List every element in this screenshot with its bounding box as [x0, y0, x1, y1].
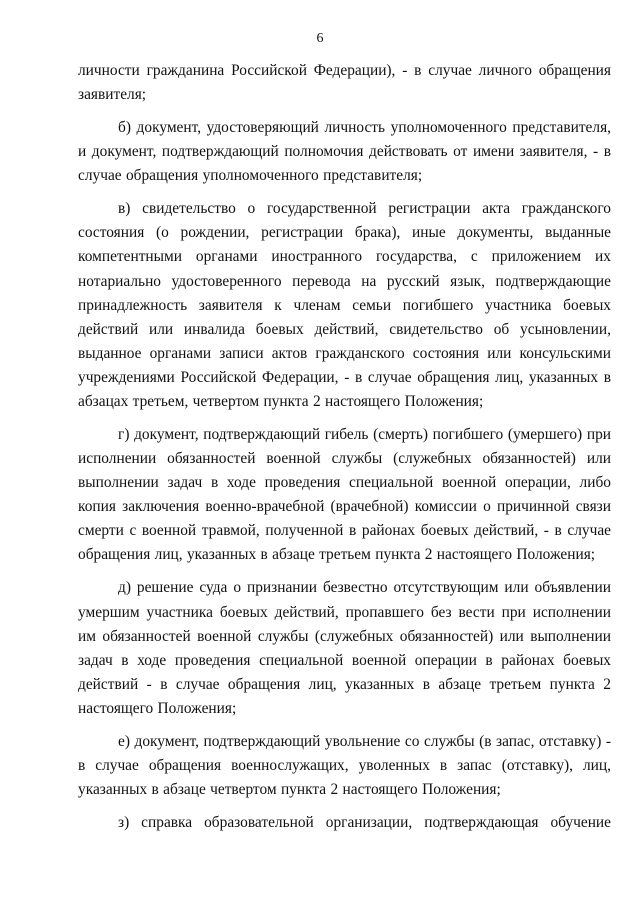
page-number: 6	[316, 31, 324, 46]
document-body	[78, 59, 611, 844]
paragraph-item-b: б) документ, удостоверяющий личность уполномоченного представителя, и документ, подтверждающий полномочия действовать от имени заявителя, - в случае обращения уполномоченного представителя;	[78, 119, 611, 185]
paragraph-item-d: д) решение суда о признании безвестно отсутствующим или объявлении умершим участника боевых действий, пропавшего без вести при исполнении им обязанностей военной службы (служебных обязанностей) или выполнении задач в ходе проведения специальной военной операции в районах боевых действий - в случае обращения лиц, указанных в абзаце третьем пункта 2 настоящего Положения;	[78, 579, 611, 717]
paragraph-identity-continuation: личности гражданина Российской Федерации), - в случае личного обращения заявителя;	[78, 62, 611, 104]
paragraph-item-z: з) справка образовательной организации, подтверждающая обучение	[118, 814, 611, 832]
paragraph-item-v: в) свидетельство о государственной регистрации акта гражданского состояния (о рождении, регистрации брака), иные документы, выданные компетентными органами иностранного государства, с приложением их нотариально удостоверенного перевода на русский язык, подтверждающие принадлежность заявителя к членам семьи погибшего участника боевых действий или инвалида боевых действий, свидетельство об усыновлении, выданное органами записи актов гражданского состояния или консульскими учреждениями Российской Федерации, - в случае обращения лиц, указанных в абзацах третьем, четвертом пункта 2 настоящего Положения;	[78, 200, 611, 410]
paragraph-item-e: е) документ, подтверждающий увольнение со службы (в запас, отставку) - в случае обращения военнослужащих, уволенных в запас (отставку), лиц, указанных в абзаце четвертом пункта 2 настоящего Положения;	[78, 732, 611, 799]
paragraph-item-g: г) документ, подтверждающий гибель (смерть) погибшего (умершего) при исполнении обязанностей военной службы (служебных обязанностей) или выполнении задач в ходе проведения специальной военной операции, либо копия заключения военно-врачебной (врачебной) комиссии о причинной связи смерти с военной травмой, полученной в районах боевых действий, - в случае обращения лиц, указанных в абзаце третьем пункта 2 настоящего Положения;	[78, 425, 611, 564]
